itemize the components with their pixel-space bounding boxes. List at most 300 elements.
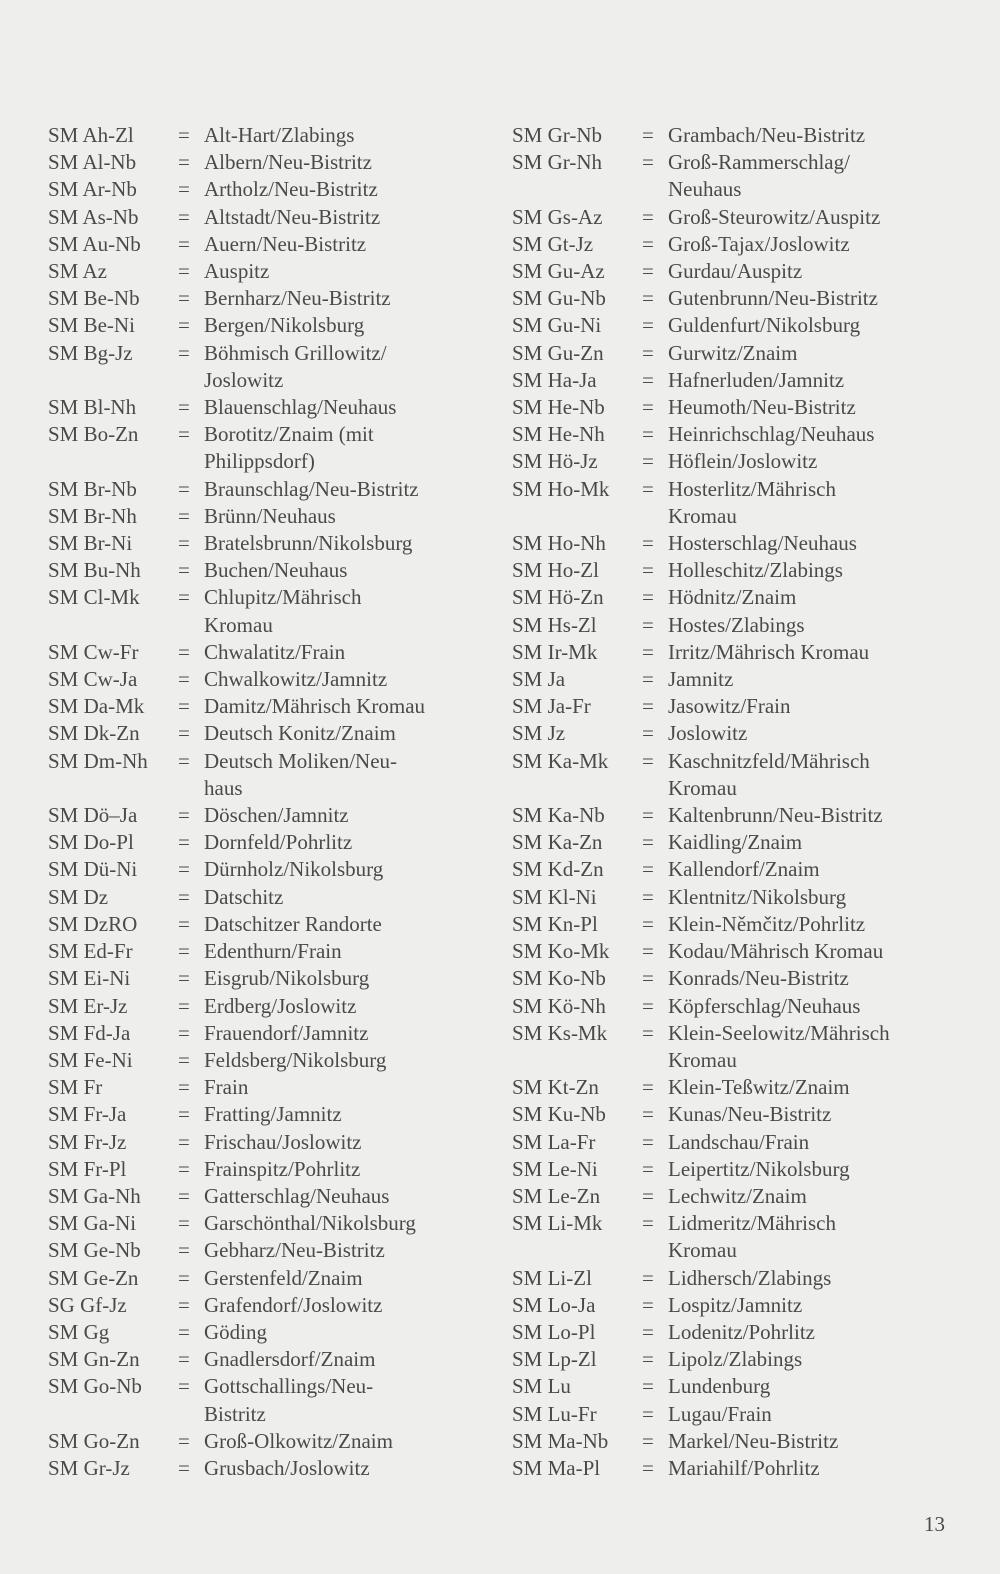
place-name [204, 340, 488, 394]
place-name [204, 1210, 488, 1237]
place-name-line: Dürnholz/Nikolsburg [204, 857, 384, 882]
place-name [204, 856, 488, 883]
place-name [204, 720, 488, 747]
place-name-line: Albern/Neu-Bistritz [204, 150, 372, 175]
place-name [204, 1346, 488, 1373]
list-item [512, 612, 952, 639]
list-item [48, 911, 488, 938]
place-name [668, 1101, 952, 1128]
abbreviation: SM Dm-Nh [48, 748, 148, 773]
equals-sign: = [642, 1183, 654, 1208]
place-name-line: Neuhaus [668, 177, 742, 202]
place-name-line: Chwalatitz/Frain [204, 639, 346, 664]
place-name-line: Mariahilf/Pohrlitz [668, 1455, 820, 1480]
place-name-line: Artholz/Neu-Bistritz [204, 177, 378, 202]
abbreviation: SM Li-Mk [512, 1211, 603, 1236]
list-item [512, 829, 952, 856]
place-name [204, 1129, 488, 1156]
abbreviation: SM Ka-Mk [512, 748, 609, 773]
abbreviation: SM Au-Nb [48, 231, 141, 256]
abbreviation: SM Gs-Az [512, 204, 603, 229]
equals-sign: = [178, 667, 190, 692]
abbreviation: SM Bo-Zn [48, 422, 139, 447]
equals-sign: = [178, 177, 190, 202]
place-name [204, 666, 488, 693]
place-name [668, 258, 952, 285]
equals-sign: = [178, 1129, 190, 1154]
abbreviation: SM Ga-Ni [48, 1211, 137, 1236]
place-name [204, 1373, 488, 1427]
equals-sign: = [178, 531, 190, 556]
abbreviation: SM Kö-Nh [512, 993, 606, 1018]
equals-sign: = [178, 721, 190, 746]
abbreviation: SM Gr-Nb [512, 123, 602, 147]
equals-sign: = [178, 585, 190, 610]
equals-sign: = [178, 884, 190, 909]
place-name-line: Höflein/Joslowitz [668, 449, 818, 474]
equals-sign: = [642, 476, 654, 501]
abbreviation: SM Hö-Jz [512, 449, 598, 474]
place-name-line: Bistritz [204, 1401, 266, 1426]
place-name-line: Lospitz/Jamnitz [668, 1292, 803, 1317]
place-name [668, 149, 952, 203]
equals-sign: = [178, 286, 190, 311]
abbreviation: SM Bu-Nh [48, 558, 141, 583]
place-name [204, 1428, 488, 1455]
list-item [48, 1156, 488, 1183]
place-name [204, 285, 488, 312]
abbreviation: SM Br-Ni [48, 531, 133, 556]
list-item [48, 802, 488, 829]
place-name-line: Edenthurn/Frain [204, 939, 342, 964]
place-name-line: Groß-Tajax/Joslowitz [668, 231, 850, 256]
list-item [512, 285, 952, 312]
place-name-line: Dornfeld/Pohrlitz [204, 830, 353, 855]
place-name [668, 1373, 952, 1400]
abbreviation: SM Da-Mk [48, 694, 145, 719]
list-item [48, 1183, 488, 1210]
place-name-line: Chwalkowitz/Jamnitz [204, 667, 388, 692]
place-name [204, 884, 488, 911]
equals-sign: = [642, 286, 654, 311]
equals-sign: = [642, 1292, 654, 1317]
equals-sign: = [642, 150, 654, 175]
equals-sign: = [642, 803, 654, 828]
list-item [48, 693, 488, 720]
equals-sign: = [642, 1347, 654, 1372]
place-name [204, 938, 488, 965]
place-name-line: Heumoth/Neu-Bistritz [668, 395, 856, 420]
abbreviation: SM Er-Jz [48, 993, 128, 1018]
place-name-line: Frauendorf/Jamnitz [204, 1020, 369, 1045]
place-name [204, 693, 488, 720]
list-item [48, 1047, 488, 1074]
abbreviation: SM Ja [512, 667, 566, 692]
equals-sign: = [178, 748, 190, 773]
list-item [48, 666, 488, 693]
equals-sign: = [178, 340, 190, 365]
place-name-line: Joslowitz [204, 367, 284, 392]
place-name [668, 394, 952, 421]
place-name [204, 1265, 488, 1292]
place-name [204, 1074, 488, 1101]
list-item [512, 993, 952, 1020]
place-name [668, 1401, 952, 1428]
place-name [668, 312, 952, 339]
equals-sign: = [642, 1401, 654, 1426]
equals-sign: = [642, 1455, 654, 1480]
abbreviation: SM Ei-Ni [48, 966, 131, 991]
place-name [668, 204, 952, 231]
abbreviation: SM Hs-Zl [512, 612, 597, 637]
abbreviation-list-left [48, 122, 488, 1482]
equals-sign: = [178, 313, 190, 338]
abbreviation: SM Gn-Zn [48, 1347, 140, 1372]
equals-sign: = [178, 422, 190, 447]
equals-sign: = [178, 993, 190, 1018]
place-name-line: Gottschallings/Neu- [204, 1374, 374, 1399]
place-name-line: Jasowitz/Frain [668, 694, 791, 719]
abbreviation: SM Go-Zn [48, 1428, 140, 1453]
list-item [512, 1183, 952, 1210]
equals-sign: = [178, 966, 190, 991]
place-name-line: Lidmeritz/Mährisch [668, 1211, 836, 1236]
list-item [512, 693, 952, 720]
place-name [668, 693, 952, 720]
place-name-line: Feldsberg/Nikolsburg [204, 1047, 387, 1072]
place-name [668, 612, 952, 639]
abbreviation: SM Fd-Ja [48, 1020, 131, 1045]
list-item [48, 1210, 488, 1237]
abbreviation: SM Gu-Az [512, 259, 605, 284]
place-name [204, 122, 488, 149]
equals-sign: = [642, 694, 654, 719]
place-name [204, 421, 488, 475]
list-item [512, 340, 952, 367]
abbreviation: SM Ma-Nb [512, 1428, 609, 1453]
list-item [48, 1265, 488, 1292]
list-item [48, 1101, 488, 1128]
abbreviation: SM Lp-Zl [512, 1347, 597, 1372]
list-item [512, 1210, 952, 1264]
equals-sign: = [642, 340, 654, 365]
place-name [204, 1183, 488, 1210]
list-item [512, 530, 952, 557]
place-name-line: Auern/Neu-Bistritz [204, 231, 367, 256]
place-name [668, 1074, 952, 1101]
place-name-line: Kromau [668, 503, 737, 528]
place-name-line: Irritz/Mährisch Kromau [668, 639, 870, 664]
equals-sign: = [642, 884, 654, 909]
place-name-line: Kromau [204, 612, 273, 637]
abbreviation: SM Ge-Nb [48, 1238, 141, 1263]
abbreviation: SM Ge-Zn [48, 1265, 139, 1290]
list-item [48, 938, 488, 965]
place-name-line: Lipolz/Zlabings [668, 1347, 803, 1372]
abbreviation: SM Dz [48, 884, 109, 909]
place-name [204, 965, 488, 992]
place-name-line: Kromau [668, 775, 737, 800]
list-item [512, 557, 952, 584]
equals-sign: = [642, 667, 654, 692]
place-name-line: Garschönthal/Nikolsburg [204, 1211, 416, 1236]
place-name-line: Kallendorf/Znaim [668, 857, 820, 882]
abbreviation: SM He-Nb [512, 395, 605, 420]
list-item [512, 367, 952, 394]
list-item [512, 312, 952, 339]
list-item [512, 802, 952, 829]
equals-sign: = [642, 1129, 654, 1154]
equals-sign: = [178, 503, 190, 528]
equals-sign: = [642, 966, 654, 991]
equals-sign: = [178, 1047, 190, 1072]
list-item [48, 1346, 488, 1373]
abbreviation: SM Lu [512, 1374, 571, 1399]
place-name-line: Blauenschlag/Neuhaus [204, 395, 397, 420]
place-name-line: Klein-Teßwitz/Znaim [668, 1075, 850, 1100]
place-name-line: Frain [204, 1075, 249, 1100]
equals-sign: = [178, 857, 190, 882]
list-item [48, 530, 488, 557]
place-name-line: Jamnitz [668, 667, 734, 692]
place-name-line: Frainspitz/Pohrlitz [204, 1156, 361, 1181]
place-name-line: Gutenbrunn/Neu-Bistritz [668, 286, 878, 311]
place-name [668, 1183, 952, 1210]
place-name [668, 884, 952, 911]
abbreviation: SM Cw-Ja [48, 667, 138, 692]
list-item [512, 1346, 952, 1373]
abbreviation: SM Br-Nh [48, 503, 137, 528]
list-item [48, 149, 488, 176]
place-name [204, 176, 488, 203]
equals-sign: = [178, 830, 190, 855]
list-item [512, 448, 952, 475]
list-item [512, 1292, 952, 1319]
equals-sign: = [642, 123, 654, 147]
place-name-line: Gatterschlag/Neuhaus [204, 1183, 390, 1208]
place-name-line: Guldenfurt/Nikolsburg [668, 313, 861, 338]
abbreviation: SM Li-Zl [512, 1265, 592, 1290]
abbreviation: SM Lu-Fr [512, 1401, 597, 1426]
list-item [48, 993, 488, 1020]
abbreviation: SM Bl-Nh [48, 395, 137, 420]
place-name [668, 666, 952, 693]
place-name [668, 1319, 952, 1346]
place-name-line: Frischau/Joslowitz [204, 1129, 362, 1154]
abbreviation: SM Dk-Zn [48, 721, 140, 746]
place-name [668, 584, 952, 611]
place-name [668, 639, 952, 666]
abbreviation: SM Fr-Pl [48, 1156, 127, 1181]
place-name-line: Braunschlag/Neu-Bistritz [204, 476, 419, 501]
place-name-line: Datschitz [204, 884, 284, 909]
place-name-line: Lugau/Frain [668, 1401, 772, 1426]
list-item [512, 911, 952, 938]
place-name-line: Leipertitz/Nikolsburg [668, 1156, 850, 1181]
abbreviation: SM Gu-Nb [512, 286, 606, 311]
list-item [48, 584, 488, 638]
abbreviation: SM Fr-Ja [48, 1102, 127, 1127]
equals-sign: = [642, 395, 654, 420]
place-name [204, 639, 488, 666]
abbreviation: SM As-Nb [48, 204, 139, 229]
list-item [48, 122, 488, 149]
list-item [512, 965, 952, 992]
equals-sign: = [642, 204, 654, 229]
list-item [512, 421, 952, 448]
place-name [204, 476, 488, 503]
place-name [668, 856, 952, 883]
place-name [668, 965, 952, 992]
place-name [204, 204, 488, 231]
abbreviation: SM Ko-Nb [512, 966, 606, 991]
equals-sign: = [642, 1020, 654, 1045]
place-name-line: Alt-Hart/Zlabings [204, 123, 355, 147]
place-name-line: Lodenitz/Pohrlitz [668, 1319, 815, 1344]
equals-sign: = [642, 449, 654, 474]
list-item [48, 1373, 488, 1427]
equals-sign: = [178, 1183, 190, 1208]
place-name [668, 285, 952, 312]
abbreviation: SM Go-Nb [48, 1374, 142, 1399]
list-item [48, 748, 488, 802]
abbreviation: SM Ar-Nb [48, 177, 137, 202]
place-name-line: Altstadt/Neu-Bistritz [204, 204, 381, 229]
place-name-line: Markel/Neu-Bistritz [668, 1428, 839, 1453]
equals-sign: = [642, 1319, 654, 1344]
equals-sign: = [178, 395, 190, 420]
equals-sign: = [642, 939, 654, 964]
abbreviation: SG Gf-Jz [48, 1292, 127, 1317]
list-item [48, 503, 488, 530]
place-name-line: Brünn/Neuhaus [204, 503, 336, 528]
equals-sign: = [178, 694, 190, 719]
place-name-line: Erdberg/Joslowitz [204, 993, 357, 1018]
abbreviation: SM Cw-Fr [48, 639, 139, 664]
place-name [204, 1156, 488, 1183]
abbreviation: SM Do-Pl [48, 830, 134, 855]
list-item [512, 666, 952, 693]
place-name-line: Bergen/Nikolsburg [204, 313, 365, 338]
list-item [512, 149, 952, 203]
equals-sign: = [642, 1374, 654, 1399]
list-item [48, 285, 488, 312]
place-name-line: Grambach/Neu-Bistritz [668, 123, 866, 147]
place-name-line: Gnadlersdorf/Znaim [204, 1347, 376, 1372]
equals-sign: = [178, 204, 190, 229]
place-name-line: Köpferschlag/Neuhaus [668, 993, 861, 1018]
abbreviation: SM Ir-Mk [512, 639, 598, 664]
list-item [512, 122, 952, 149]
place-name-line: Klein-Seelowitz/Mährisch [668, 1020, 890, 1045]
equals-sign: = [642, 721, 654, 746]
list-item [512, 231, 952, 258]
abbreviation: SM Fr [48, 1075, 103, 1100]
place-name-line: Kromau [668, 1047, 737, 1072]
equals-sign: = [642, 259, 654, 284]
abbreviation: SM Gr-Nh [512, 150, 602, 175]
place-name [204, 1455, 488, 1482]
list-item [512, 394, 952, 421]
place-name-line: Klentnitz/Nikolsburg [668, 884, 847, 909]
place-name-line: Chlupitz/Mährisch [204, 585, 362, 610]
place-name-line: Holleschitz/Zlabings [668, 558, 843, 583]
place-name-line: Landschau/Frain [668, 1129, 810, 1154]
place-name [204, 1047, 488, 1074]
abbreviation: SM Hö-Zn [512, 585, 604, 610]
place-name [204, 1020, 488, 1047]
abbreviation: SM Lo-Pl [512, 1319, 596, 1344]
list-item [48, 884, 488, 911]
place-name [668, 231, 952, 258]
place-name [668, 476, 952, 530]
list-item [48, 1074, 488, 1101]
list-item [48, 639, 488, 666]
place-name [204, 149, 488, 176]
page-number: 13 [924, 1512, 945, 1536]
equals-sign: = [642, 367, 654, 392]
place-name-line: Deutsch Moliken/Neu- [204, 748, 398, 773]
abbreviation: SM La-Fr [512, 1129, 596, 1154]
abbreviation: SM Ma-Pl [512, 1455, 601, 1480]
place-name-line: Groß-Olkowitz/Znaim [204, 1428, 393, 1453]
equals-sign: = [178, 1075, 190, 1100]
list-item [48, 1237, 488, 1264]
abbreviation: SM Ja-Fr [512, 694, 591, 719]
list-item [512, 938, 952, 965]
list-item [512, 720, 952, 747]
abbreviation-list-right [512, 122, 952, 1482]
place-name-line: Hosterlitz/Mährisch [668, 476, 836, 501]
place-name [204, 312, 488, 339]
place-name [668, 911, 952, 938]
place-name-line: Hafnerluden/Jamnitz [668, 367, 845, 392]
place-name [204, 1101, 488, 1128]
list-item [512, 1401, 952, 1428]
place-name [668, 367, 952, 394]
equals-sign: = [178, 1265, 190, 1290]
list-item [48, 394, 488, 421]
abbreviation: SM Kn-Pl [512, 911, 598, 936]
place-name [668, 1428, 952, 1455]
list-item [512, 748, 952, 802]
list-item [48, 421, 488, 475]
place-name-line: Groß-Steurowitz/Auspitz [668, 204, 881, 229]
abbreviation: SM Ku-Nb [512, 1102, 606, 1127]
abbreviation: SM Gt-Jz [512, 231, 594, 256]
place-name-line: Borotitz/Znaim (mit [204, 422, 374, 447]
place-name-line: Kaltenbrunn/Neu-Bistritz [668, 803, 883, 828]
abbreviation: SM Al-Nb [48, 150, 137, 175]
abbreviation: SM Ks-Mk [512, 1020, 608, 1045]
place-name [204, 394, 488, 421]
equals-sign: = [642, 1211, 654, 1236]
equals-sign: = [642, 612, 654, 637]
equals-sign: = [178, 1156, 190, 1181]
equals-sign: = [178, 476, 190, 501]
place-name [204, 1319, 488, 1346]
abbreviation: SM Dü-Ni [48, 857, 138, 882]
equals-sign: = [642, 1428, 654, 1453]
equals-sign: = [178, 1238, 190, 1263]
equals-sign: = [178, 1211, 190, 1236]
equals-sign: = [178, 1102, 190, 1127]
equals-sign: = [642, 422, 654, 447]
place-name-line: Heinrichschlag/Neuhaus [668, 422, 875, 447]
place-name-line: Kodau/Mährisch Kromau [668, 939, 884, 964]
place-name [668, 1020, 952, 1074]
place-name [668, 829, 952, 856]
